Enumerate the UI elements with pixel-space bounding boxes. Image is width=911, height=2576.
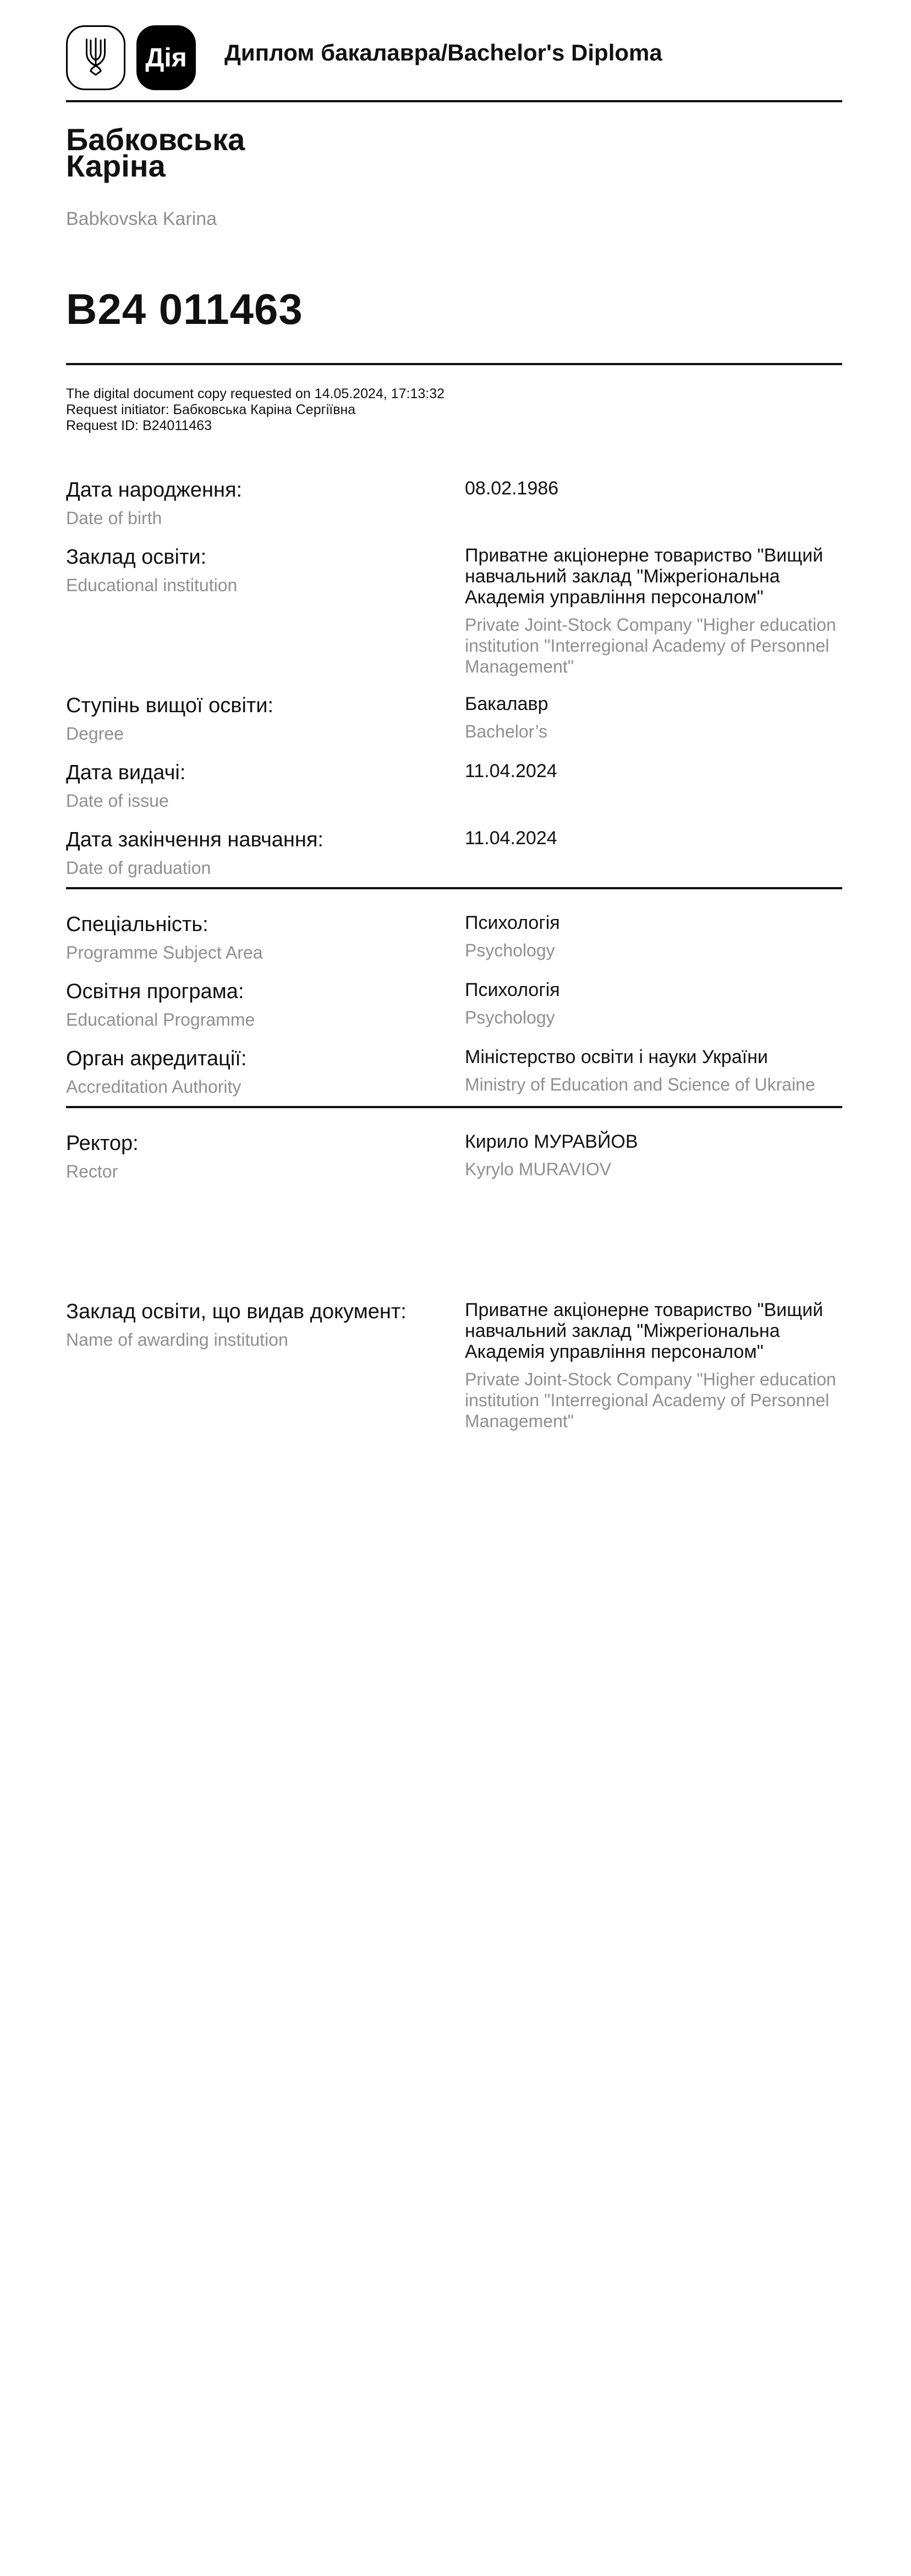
field-label-en: Date of issue xyxy=(66,791,169,811)
field-label-uk: Заклад освіти: xyxy=(66,546,207,569)
ukraine-trident-logo xyxy=(66,25,125,90)
field-value-en: Private Joint-Stock Company "Higher education institution "Interregional Academy of Personnel Management" xyxy=(465,615,836,676)
field-row-degree xyxy=(66,693,842,744)
request-info xyxy=(66,386,842,434)
field-label-en: Educational Programme xyxy=(66,1010,255,1030)
field-label-en: Date of graduation xyxy=(66,858,211,878)
header-divider xyxy=(66,100,842,102)
field-label-column xyxy=(66,828,465,878)
field-value-en: Private Joint-Stock Company "Higher education institution "Interregional Academy of Personnel Management" xyxy=(465,1369,836,1431)
field-label-en: Educational institution xyxy=(66,575,238,595)
field-row-date-of-birth xyxy=(66,478,842,529)
field-value-column xyxy=(465,828,842,849)
field-value-uk: Міністерство освіти і науки України xyxy=(465,1047,768,1067)
field-value-en: Kyrylo MURAVIOV xyxy=(465,1159,612,1179)
field-label-uk: Дата закінчення навчання: xyxy=(66,828,323,851)
field-value-column xyxy=(465,979,842,1028)
field-row-date-of-graduation xyxy=(66,828,842,878)
field-label-uk: Спеціальність: xyxy=(66,913,208,936)
field-value-column xyxy=(465,912,842,961)
field-value-uk: Приватне акціонерне товариство "Вищий навчальний заклад "Міжрегіональна Академія управління персоналом" xyxy=(465,545,824,608)
field-label-uk: Заклад освіти, що видав документ: xyxy=(66,1300,407,1323)
field-label-en: Accreditation Authority xyxy=(66,1077,242,1097)
field-row-educational-institution xyxy=(66,545,842,677)
field-value-uk: Психологія xyxy=(465,979,560,1000)
field-label-en: Programme Subject Area xyxy=(66,943,263,962)
field-value-uk: Бакалавр xyxy=(465,693,548,714)
field-value-uk: 11.04.2024 xyxy=(465,828,557,849)
field-row-rector xyxy=(66,1131,842,1182)
number-divider xyxy=(66,363,842,365)
field-row-programme-subject-area xyxy=(66,912,842,963)
field-label-column xyxy=(66,693,465,744)
document-number: В24 011463 xyxy=(66,285,303,333)
field-value-uk: Кирило МУРАВЙОВ xyxy=(465,1131,638,1152)
document-title: Диплом бакалавра/Bachelor's Diploma xyxy=(224,40,662,65)
field-row-educational-programme xyxy=(66,979,842,1030)
field-value-column xyxy=(465,545,842,677)
field-value-en: Bachelor’s xyxy=(465,722,548,741)
field-value-en: Psychology xyxy=(465,940,555,960)
field-label-uk: Освітня програма: xyxy=(66,980,244,1003)
field-label-uk: Орган акредитації: xyxy=(66,1047,247,1070)
field-label-en: Degree xyxy=(66,724,124,744)
field-row-accreditation-authority xyxy=(66,1047,842,1097)
holder-name-translit: Babkovska Karina xyxy=(66,208,217,229)
field-label-en: Name of awarding institution xyxy=(66,1330,288,1350)
field-label-en: Date of birth xyxy=(66,508,162,528)
holder-name-line2: Каріна xyxy=(66,148,166,183)
field-value-uk: Приватне акціонерне товариство "Вищий навчальний заклад "Міжрегіональна Академія управління персоналом" xyxy=(465,1300,824,1362)
diia-logo-text: Дія xyxy=(145,43,187,73)
field-label-column xyxy=(66,1047,465,1097)
field-label-uk: Ректор: xyxy=(66,1132,139,1155)
field-label-column xyxy=(66,912,465,963)
document-content xyxy=(66,0,842,1432)
field-label-column xyxy=(66,478,465,529)
field-value-en: Psychology xyxy=(465,1008,555,1027)
trident-icon xyxy=(79,36,113,80)
field-label-uk: Дата народження: xyxy=(66,478,243,502)
field-label-column xyxy=(66,979,465,1030)
field-label-uk: Дата видачі: xyxy=(66,761,186,784)
field-value-column xyxy=(465,1300,842,1432)
field-value-column xyxy=(465,478,842,499)
field-label-column xyxy=(66,1131,465,1182)
document-header xyxy=(66,25,842,90)
request-info-line3: Request ID: В24011463 xyxy=(66,418,212,433)
request-info-line1: The digital document copy requested on 14.05.2024, 17:13:32 xyxy=(66,386,445,401)
holder-name-line1: Бабковська xyxy=(66,122,245,157)
field-label-en: Rector xyxy=(66,1162,118,1181)
section-divider-2 xyxy=(66,1106,842,1108)
diia-logo xyxy=(136,25,196,90)
field-label-column xyxy=(66,545,465,596)
field-value-column xyxy=(465,1131,842,1180)
field-value-uk: 11.04.2024 xyxy=(465,761,557,781)
field-row-date-of-issue xyxy=(66,761,842,811)
field-value-column xyxy=(465,1047,842,1095)
request-info-line2: Request initiator: Бабковська Каріна Сергіївна xyxy=(66,402,356,417)
field-label-uk: Ступінь вищої освіти: xyxy=(66,694,274,717)
field-value-en: Ministry of Education and Science of Ukraine xyxy=(465,1075,815,1094)
section-divider-1 xyxy=(66,887,842,889)
field-value-uk: 08.02.1986 xyxy=(465,478,559,499)
field-row-awarding-institution xyxy=(66,1300,842,1432)
field-value-uk: Психологія xyxy=(465,912,560,933)
field-label-column xyxy=(66,761,465,811)
field-value-column xyxy=(465,693,842,742)
fields-section-1 xyxy=(66,478,842,1432)
field-label-column xyxy=(66,1300,465,1350)
field-value-column xyxy=(465,761,842,781)
holder-name xyxy=(66,122,374,183)
